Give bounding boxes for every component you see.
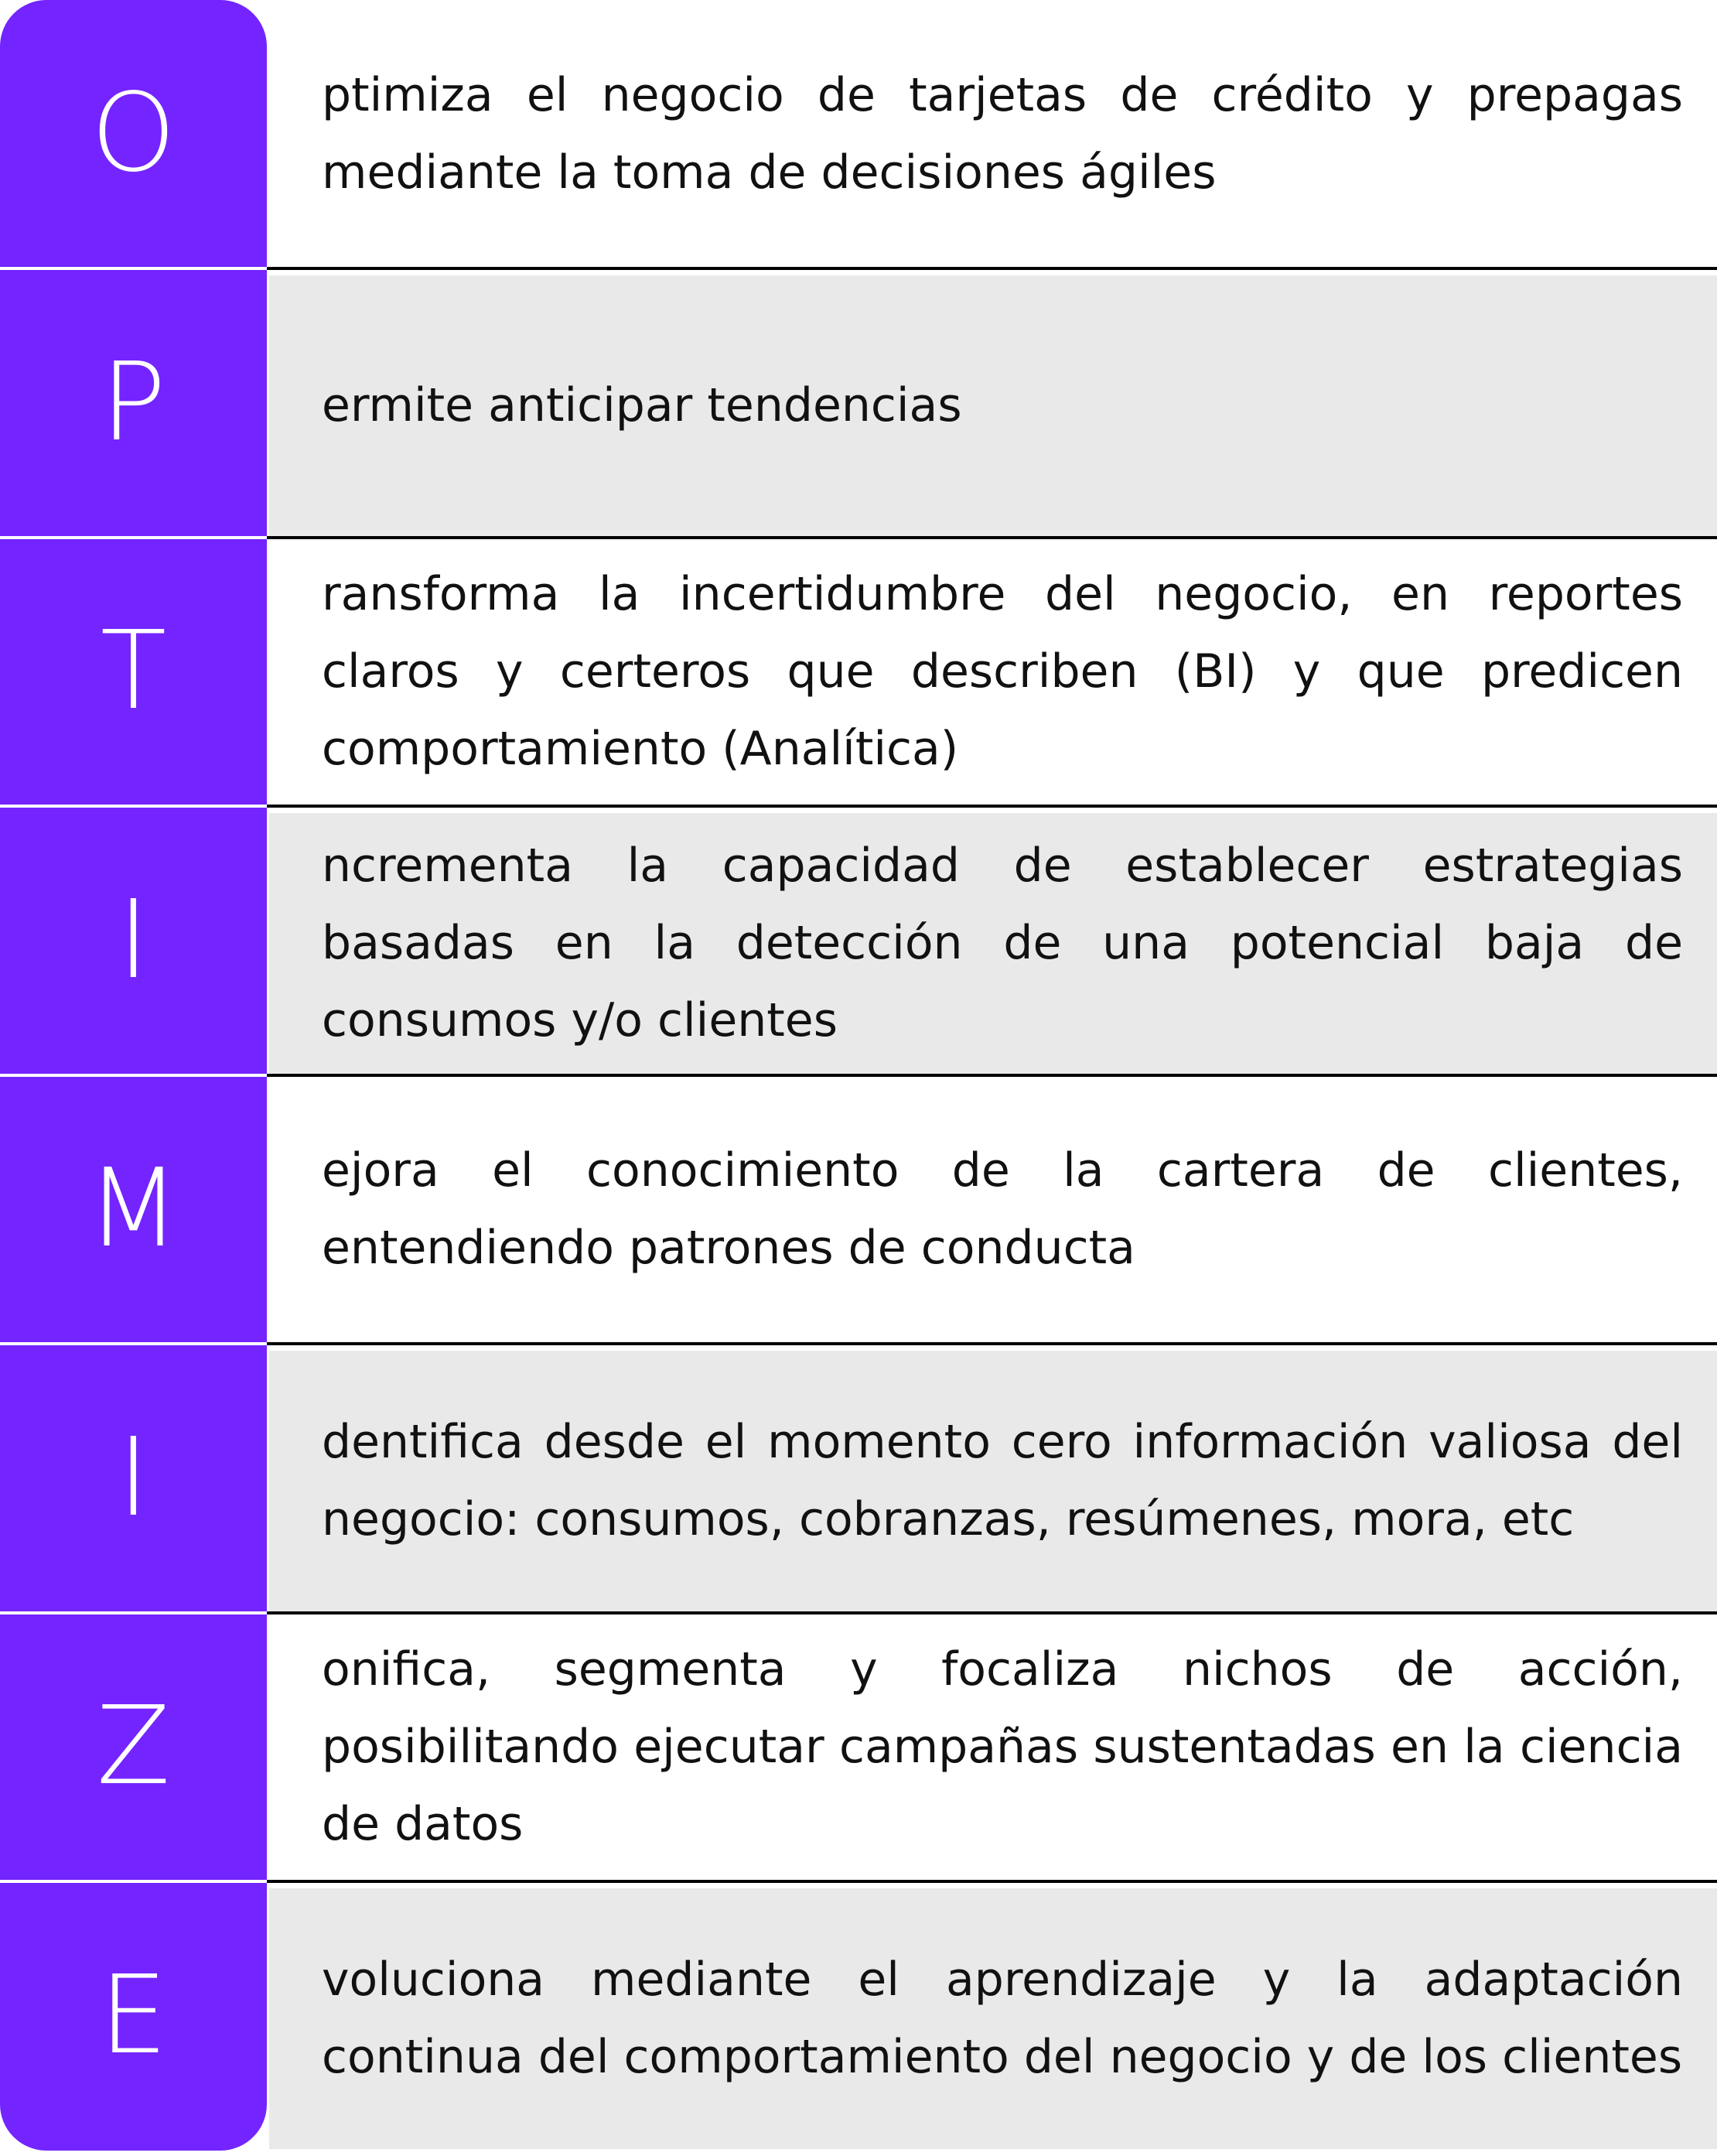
acrostic-letter: P bbox=[101, 339, 166, 466]
acrostic-row bbox=[0, 538, 1717, 807]
description-cell bbox=[269, 1075, 1717, 1342]
acrostic-row bbox=[0, 1075, 1717, 1345]
description-text: ermite anticipar tendencias bbox=[322, 378, 962, 432]
acrostic-letter: E bbox=[99, 1952, 168, 2079]
description-text: ptimiza el negocio de tarjetas de crédito y prepagas mediante la toma de decisiones ágiles bbox=[322, 67, 1683, 200]
acrostic-letter: I bbox=[117, 876, 150, 1003]
description-cell bbox=[269, 1351, 1717, 1611]
description-cell bbox=[269, 1613, 1717, 1880]
description-cell bbox=[269, 0, 1717, 267]
acrostic-letter: Z bbox=[96, 1683, 171, 1809]
acrostic-row bbox=[0, 1882, 1717, 2151]
acrostic-row bbox=[0, 0, 1717, 269]
acrostic-letter: I bbox=[117, 1414, 150, 1541]
description-text: onifica, segmenta y focaliza nichos de acción, posibilitando ejecutar campañas sustentadas en la ciencia de datos bbox=[322, 1642, 1683, 1851]
acrostic-letter: T bbox=[100, 608, 167, 734]
acrostic-row bbox=[0, 807, 1717, 1076]
description-text: ransforma la incertidumbre del negocio, en reportes claros y certeros que describen (BI) y que predicen comportamiento (Analítica) bbox=[322, 566, 1683, 776]
description-text: ejora el conocimiento de la cartera de clientes, entendiendo patrones de conducta bbox=[322, 1143, 1683, 1275]
acrostic-letter: O bbox=[90, 70, 176, 196]
description-cell bbox=[269, 813, 1717, 1074]
description-text: ncrementa la capacidad de establecer estrategias basadas en la detección de una potencial baja de consumos y/o clientes bbox=[322, 839, 1683, 1047]
acrostic-row bbox=[0, 1345, 1717, 1614]
description-text: dentifica desde el momento cero información valiosa del negocio: consumos, cobranzas, resúmenes, mora, etc bbox=[322, 1415, 1683, 1546]
acrostic-row bbox=[0, 269, 1717, 538]
description-cell bbox=[269, 1888, 1717, 2149]
description-cell bbox=[269, 538, 1717, 805]
description-cell bbox=[269, 275, 1717, 536]
description-text: voluciona mediante el aprendizaje y la adaptación continua del comportamiento del negocio y de los clientes bbox=[322, 1953, 1683, 2084]
acrostic-letter: M bbox=[87, 1146, 180, 1272]
acrostic-row bbox=[0, 1613, 1717, 1882]
